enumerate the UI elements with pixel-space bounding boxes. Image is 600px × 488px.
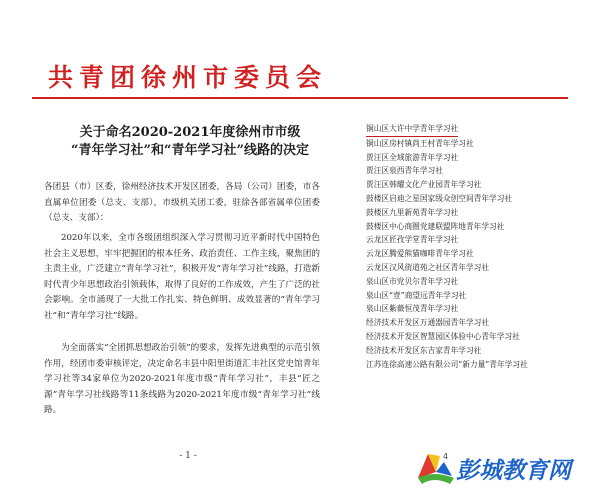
list-item: 泉山区“壹”商望远青年学习社 bbox=[366, 290, 467, 300]
page-number-left: - 1 - bbox=[179, 451, 197, 461]
recipients-paragraph bbox=[44, 180, 320, 227]
list-item: 鼓楼区启迪之星国家级众创空间青年学习社 bbox=[366, 193, 513, 203]
header-red-rule bbox=[32, 97, 568, 99]
paragraph-2-text: 为全面落实“全团抓思想政治引领”的要求，发挥先进典型的示范引领作用，经团市委审核评定，决定命名丰县中阳里街道汇丰社区党史馆青年学习社等34家单位为2020-2021年度市级“青年学习社”，丰县“匠之源”青年学习社线路等11条线路为2020-2021年度市级“青年学习社”线路。 bbox=[44, 343, 320, 416]
list-item: 鼓楼区九里新苑青年学习社 bbox=[366, 207, 459, 217]
list-item: 铜山区大许中学青年学习社 bbox=[366, 122, 458, 137]
document-title-line1: 关于命名2020-2021年度徐州市市级 bbox=[79, 125, 301, 140]
list-item: 贾汪区全域旅游青年学习社 bbox=[366, 152, 459, 162]
org-header-title: 共青团徐州市委员会 bbox=[48, 63, 328, 92]
recipients-text: 各团县（市）区委，徐州经济技术开发区团委，各局（公司）团委，市各直属单位团委（总支、支部），市级机关团工委，驻徐各部省属单位团委（总支、支部）： bbox=[44, 182, 320, 224]
page-number-right: 4 bbox=[443, 452, 449, 461]
list-item: 经济技术开发区智慧园区体验中心青年学习社 bbox=[366, 331, 520, 341]
list-item: 贾汪区韩耀文化产业园青年学习社 bbox=[366, 180, 482, 190]
list-item: 泉山区紫薇恒茂青年学习社 bbox=[366, 304, 459, 314]
body-paragraph-1 bbox=[44, 231, 320, 325]
site-watermark bbox=[414, 448, 600, 488]
list-item: 经济技术开发区万通器园青年学习社 bbox=[366, 318, 490, 328]
list-item: 铜山区房村镇尚王村青年学习社 bbox=[366, 138, 474, 148]
document-title-line2: “青年学习社”和“青年学习社”线路的决定 bbox=[71, 143, 309, 158]
named-units-list bbox=[366, 122, 586, 371]
list-item: 经济技术开发区东吉家青年学习社 bbox=[366, 345, 482, 355]
list-item: 云龙区汉风街道苑之社区青年学习社 bbox=[366, 262, 490, 272]
list-item: 泉山区市党贝尔青年学习社 bbox=[366, 276, 459, 286]
list-item: 鼓楼区中心商圈党建联盟阵地青年学习社 bbox=[366, 221, 505, 231]
list-item: 江苏连徐高速公路有限公司“新力量”青年学习社 bbox=[366, 359, 528, 369]
list-item: 贾汪区泉西青年学习社 bbox=[366, 166, 443, 176]
paragraph-1-text: 2020年以来，全市各级团组织深入学习贯彻习近平新时代中国特色社会主义思想，牢牢把握团的根本任务、政治责任、工作主线，聚焦团的主责主业，广泛建立“青年学习社”，积极开发“青年学习社”线路，打造新时代青少年思想政治引领载体，取得了良好的工作成效，产生了广泛的社会影响。全市涌现了一大批工作扎实、特色鲜明、成效显著的“青年学习社”和“青年学习社”线路。 bbox=[44, 233, 320, 321]
list-item: 云龙区匠孜学堂青年学习社 bbox=[366, 235, 459, 245]
list-item: 云龙区腾爱熊猫咖啡青年学习社 bbox=[366, 249, 474, 259]
body-paragraph-2 bbox=[44, 341, 320, 419]
book-logo-icon bbox=[414, 448, 458, 488]
watermark-text: 彭城教育网 bbox=[456, 458, 571, 484]
